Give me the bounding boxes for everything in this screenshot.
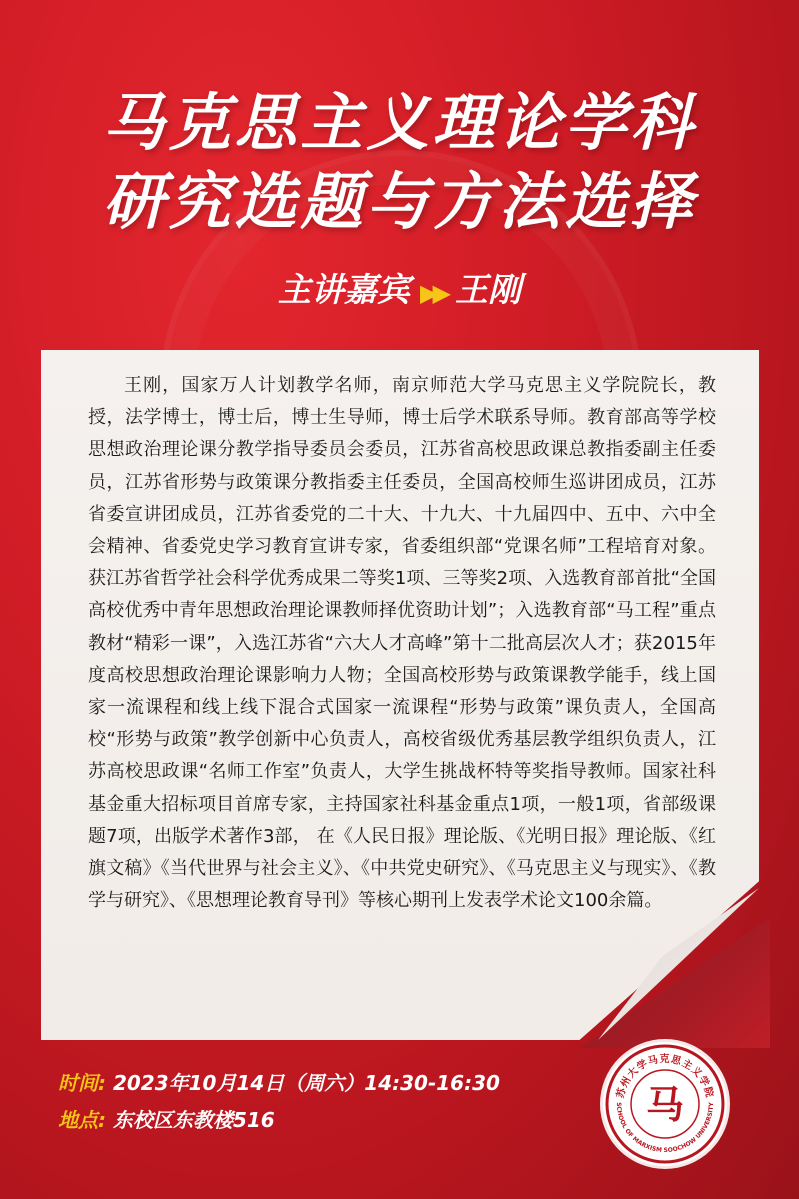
time-label: 时间:	[58, 1071, 106, 1095]
seal-bottom-text: SCHOOL OF MARXISM SOOCHOW UNIVERSITY	[614, 1102, 716, 1155]
place-label: 地点:	[58, 1108, 106, 1132]
speaker-name: 王刚	[454, 270, 521, 309]
event-place	[58, 1105, 275, 1135]
time-value: 2023年10月14日（周六）14:30-16:30	[112, 1071, 500, 1095]
school-seal-logo	[603, 1042, 727, 1166]
seal-graphic	[603, 1042, 727, 1166]
seal-center-char: 马	[645, 1082, 685, 1127]
double-arrow-icon: ▶▶	[420, 279, 445, 307]
event-time	[58, 1068, 500, 1098]
place-value: 东校区东教楼516	[112, 1108, 275, 1132]
title-line-1: 马克思主义理论学科	[102, 86, 697, 159]
speaker-line	[0, 265, 799, 318]
speaker-label: 主讲嘉宾	[278, 270, 411, 309]
title-line-2: 研究选题与方法选择	[102, 165, 697, 238]
speaker-bio: 王刚，国家万人计划教学名师，南京师范大学马克思主义学院院长，教授，法学博士，博士后，博士生导师，博士后学术联系导师。教育部高等学校思想政治理论课分教学指导委员会委员，江苏省高校思政课总教指委副主任委员，江苏省形势与政策课分教指委主任委员，全国高校师生巡讲团成员，江苏省委宣讲团成员，江苏省委党的二十大、十九大、十九届四中、五中、六中全会精神、省委党史学习教育宣讲专家，省委组织部“党课名师”工程培育对象。获江苏省哲学社会科学优秀成果二等奖1项、三等奖2项、入选教育部首批“全国高校优秀中青年思想政治理论课教师择优资助计划”；入选教育部“马工程”重点教材“精彩一课”，入选江苏省“六大人才高峰”第十二批高层次人才；获2015年度高校思想政治理论课影响力人物；全国高校形势与政策课教学能手，线上国家一流课程和线上线下混合式国家一流课程“形势与政策”课负责人，全国高校“形势与政策”教学创新中心负责人，高校省级优秀基层教学组织负责人，江苏高校思政课“名师工作室”负责人，大学生挑战杯特等奖指导教师。国家社科基金重大招标项目首席专家，主持国家社科基金重点1项，一般1项，省部级课题7项，出版学术著作3部， 在《人民日报》理论版、《光明日报》理论版、《红旗文稿》《当代世界与社会主义》、《中共党史研究》、《马克思主义与现实》、《教学与研究》、《思想理论教育导刊》等核心期刊上发表学术论文100余篇。	[88, 375, 716, 912]
seal-top-text: 苏州大学马克思主义学院	[615, 1054, 715, 1100]
